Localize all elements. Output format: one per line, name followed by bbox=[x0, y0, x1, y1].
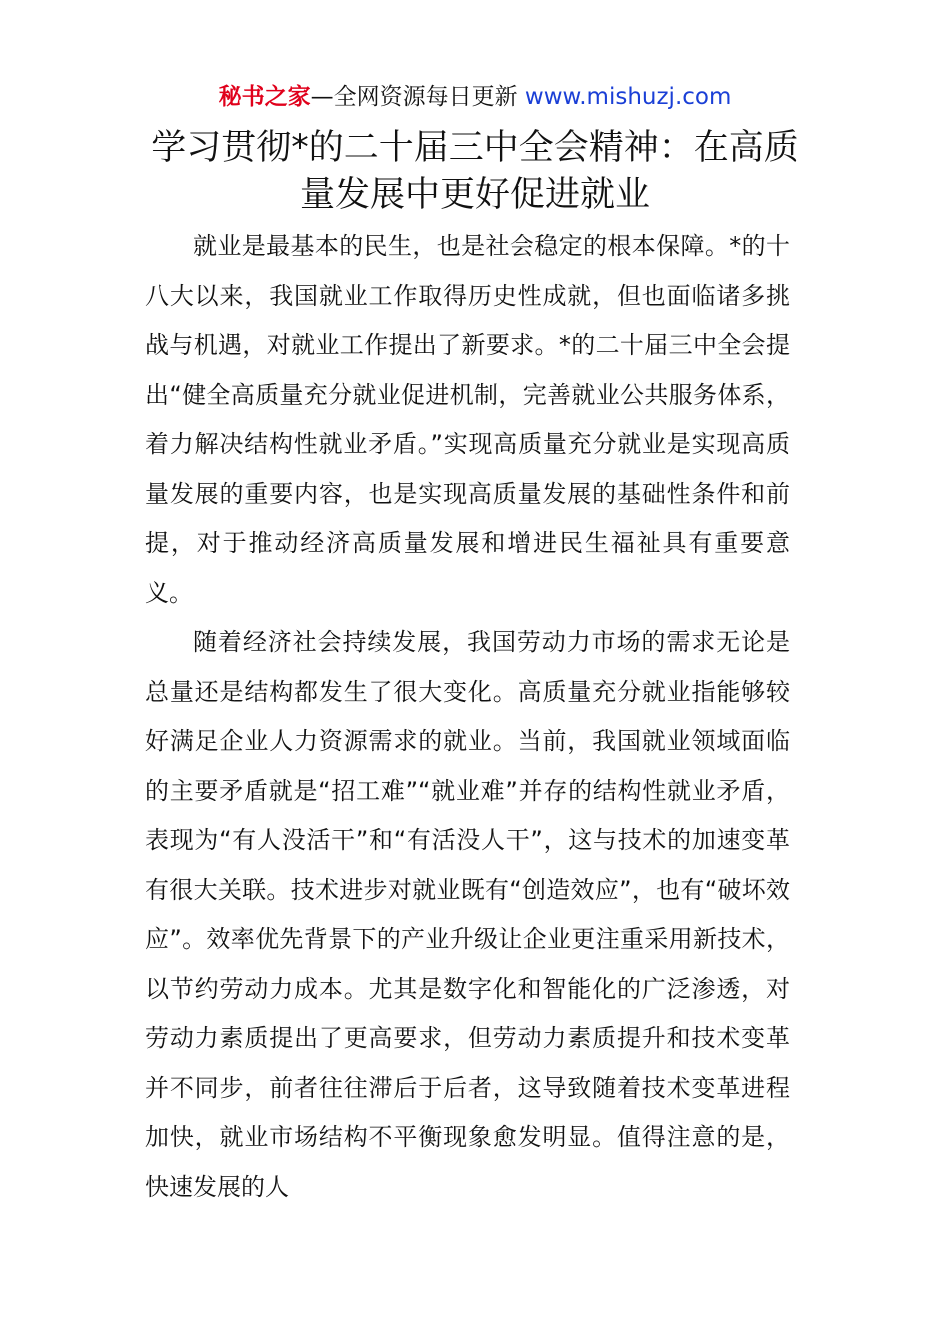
site-url-link[interactable]: www.mishuzj.com bbox=[524, 84, 732, 110]
site-tagline: —全网资源每日更新 bbox=[310, 84, 518, 110]
document-title: 学习贯彻*的二十届三中全会精神：在高质量发展中更好促进就业 bbox=[151, 128, 799, 215]
paragraph-1: 就业是最基本的民生，也是社会稳定的根本保障。*的十八大以来，我国就业工作取得历史性成就，但也面临诸多挑战与机遇，对就业工作提出了新要求。*的二十届三中全会提出“健全高质量充分就业促进机制，完善就业公共服务体系，着力解决结构性就业矛盾。”实现高质量充分就业是实现高质量发展的重要内容，也是实现高质量发展的基础性条件和前提，对于推动经济高质量发展和增进民生福祉具有重要意义。 bbox=[145, 232, 790, 607]
paragraph-2: 随着经济社会持续发展，我国劳动力市场的需求无论是总量还是结构都发生了很大变化。高质量充分就业指能够较好满足企业人力资源需求的就业。当前，我国就业领域面临的主要矛盾就是“招工难”“就业难”并存的结构性就业矛盾，表现为“有人没活干”和“有活没人干”，这与技术的加速变革有很大关联。技术进步对就业既有“创造效应”，也有“破坏效应”。效率优先背景下的产业升级让企业更注重采用新技术，以节约劳动力成本。尤其是数字化和智能化的广泛渗透，对劳动力素质提出了更高要求，但劳动力素质提升和技术变革并不同步，前者往往滞后于后者，这导致随着技术变革进程加快，就业市场结构不平衡现象愈发明显。值得注意的是，快速发展的人 bbox=[145, 628, 790, 1201]
site-banner bbox=[0, 80, 950, 114]
site-name: 秘书之家 bbox=[218, 84, 311, 110]
document-body bbox=[145, 222, 790, 1212]
